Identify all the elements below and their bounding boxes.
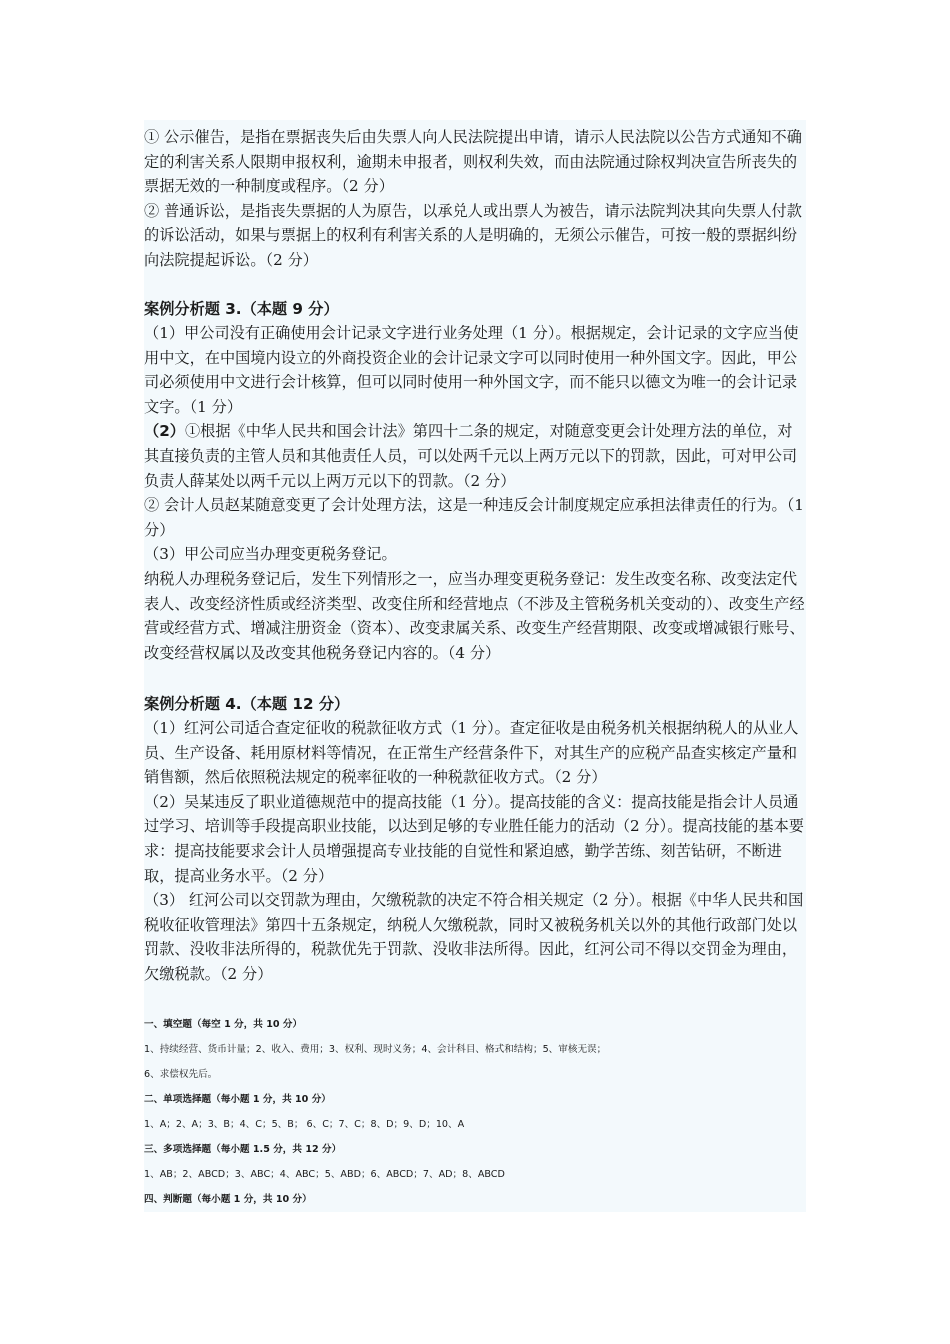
case3-title: 案例分析题 3.（本题 9 分） (144, 300, 339, 318)
case3-answer-1: （1）甲公司没有正确使用会计记录文字进行业务处理（1 分）。根据规定，会计记录的文字应当使用中文，在中国境内设立的外商投资企业的会计记录文字可以同时使用一种外国文字。因此，甲公司必须使用中文进行会计核算，但可以同时使用一种外国文字，而不能只以德文为唯一的会计记录文字。（1 分） (144, 324, 799, 416)
case3-answer-2-text: ①根据《中华人民共和国会计法》第四十二条的规定，对随意变更会计处理方法的单位，对其直接负责的主管人员和其他责任人员，可以处两千元以上两万元以下的罚款，因此，可对甲公司负责人薛某处以两千元以上两万元以下的罚款。（2 分） (144, 422, 798, 490)
fill-blank-title: 一、填空题（每空 1 分，共 10 分） (144, 1019, 303, 1030)
case3-answer-2 (144, 419, 806, 493)
case4-answer-1: （1）红河公司适合查定征收的税款征收方式（1 分）。查定征收是由税务机关根据纳税人的从业人员、生产设备、耗用原材料等情况，在正常生产经营条件下，对其生产的应税产品查实核定产量和销售额，然后依照税法规定的税率征收的一种税款征收方式。（2 分） (144, 719, 799, 787)
case3-answer-2-label: （2） (144, 422, 185, 441)
case4-title: 案例分析题 4.（本题 12 分） (144, 695, 350, 713)
multi-choice-answers: 1、AB；2、ABCD；3、ABC；4、ABC；5、ABD；6、ABCD；7、AD；8、ABCD (144, 1169, 505, 1180)
intro-section (144, 125, 806, 273)
single-choice-title: 二、单项选择题（每小题 1 分，共 10 分） (144, 1094, 331, 1105)
case3-answer-3: （3）甲公司应当办理变更税务登记。 (144, 545, 397, 564)
true-false-title: 四、判断题（每小题 1 分，共 10 分） (144, 1194, 312, 1205)
case3-answer-3-detail: 纳税人办理税务登记后，发生下列情形之一，应当办理变更税务登记：发生改变名称、改变法定代表人、改变经济性质或经济类型、改变住所和经营地点（不涉及主管税务机关变动的）、改变生产经营或经营方式、增减注册资金（资本）、改变隶属关系、改变生产经营期限、改变或增减银行账号、改变经营权属以及改变其他税务登记内容的。（4 分） (144, 569, 805, 662)
public-notice-paragraph: ① 公示催告，是指在票据丧失后由失票人向人民法院提出申请，请示人民法院以公告方式通知不确定的利害关系人限期申报权利，逾期未申报者，则权利失效，而由法院通过除权判决宣告所丧失的票据无效的一种制度或程序。（2 分） (144, 128, 802, 196)
case4-section (144, 716, 806, 987)
case4-answer-2: （2）吴某违反了职业道德规范中的提高技能（1 分）。提高技能的含义：提高技能是指会计人员通过学习、培训等手段提高职业技能，以达到足够的专业胜任能力的活动（2 分）。提高技能的基本要求：提高技能要求会计人员增强提高专业技能的自觉性和紧迫感，勤学苦练、刻苦钻研，不断进取，提高业务水平。（2 分） (144, 792, 804, 885)
multi-choice-title: 三、多项选择题（每小题 1.5 分，共 12 分） (144, 1144, 342, 1155)
fill-blank-answers-1: 1、持续经营、货币计量；2、收入、费用；3、权利、现时义务；4、会计科目、格式和结构；5、审核无误； (144, 1044, 607, 1055)
case4-answer-3: （3） 红河公司以交罚款为理由，欠缴税款的决定不符合相关规定（2 分）。根据《中华人民共和国税收征收管理法》第四十五条规定，纳税人欠缴税款，同时又被税务机关以外的其他行政部门处以罚款、没收非法所得的，税款优先于罚款、没收非法所得。因此，红河公司不得以交罚金为理由，欠缴税款。（2 分） (144, 891, 804, 983)
fill-blank-answers-2: 6、求偿权先后。 (144, 1069, 218, 1080)
ordinary-litigation-paragraph: ② 普通诉讼，是指丧失票据的人为原告，以承兑人或出票人为被告，请示法院判决其向失票人付款的诉讼活动，如果与票据上的权利有利害关系的人是明确的，无须公示催告，可按一般的票据纠纷向法院提起诉讼。（2 分） (144, 201, 802, 269)
case3-section (144, 321, 806, 665)
single-choice-answers: 1、A；2、A；3、B；4、C；5、B； 6、C；7、C；8、D；9、D；10、A (144, 1119, 465, 1130)
case3-answer-2b: ② 会计人员赵某随意变更了会计处理方法，这是一种违反会计制度规定应承担法律责任的行为。（1 分） (144, 496, 804, 539)
